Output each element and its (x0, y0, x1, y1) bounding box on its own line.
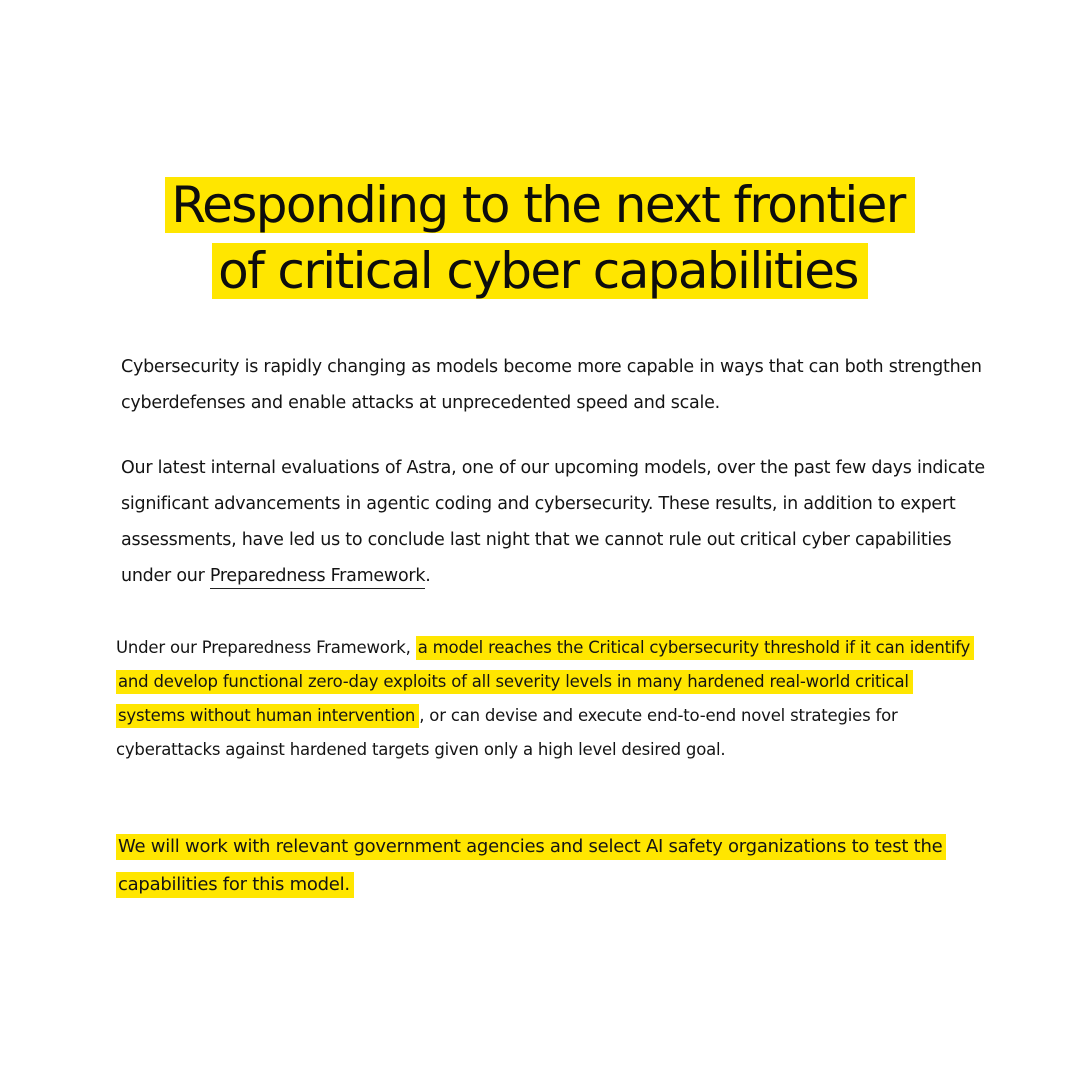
evaluation-end: . (425, 566, 431, 586)
closing-highlight: We will work with relevant government agencies and select AI safety organizations to test the capabilities for this model. (116, 834, 946, 898)
threshold-rest: , or can devise and execute end-to-end novel strategies for cyberattacks against hardened targets given only a high level desired goal. (116, 706, 898, 759)
title-line-1: Responding to the next frontier (165, 177, 915, 233)
threshold-lead: Under our Preparedness Framework, (116, 638, 416, 657)
intro-paragraph: Cybersecurity is rapidly changing as models become more capable in ways that can both strengthen cyberdefenses and enable attacks at unprecedented speed and scale. (121, 357, 982, 413)
evaluation-text: Our latest internal evaluations of Astra, one of our upcoming models, over the past few days indicate significant advancements in agentic coding and cybersecurity. These results, in addition to expert assessments, have led us to conclude last night that we cannot rule out critical cyber capabilities under our (121, 458, 985, 586)
title-line-2: of critical cyber capabilities (212, 243, 868, 299)
preparedness-framework-link[interactable]: Preparedness Framework (210, 566, 425, 589)
page-title (0, 172, 1080, 304)
threshold-highlight: a model reaches the Critical cybersecurity threshold if it can identify and develop functional zero-day exploits of all severity levels in many hardened real-world critical systems without human intervention (116, 636, 974, 728)
evaluation-paragraph (121, 450, 1001, 594)
closing-paragraph (116, 828, 1016, 904)
threshold-paragraph (116, 631, 976, 767)
